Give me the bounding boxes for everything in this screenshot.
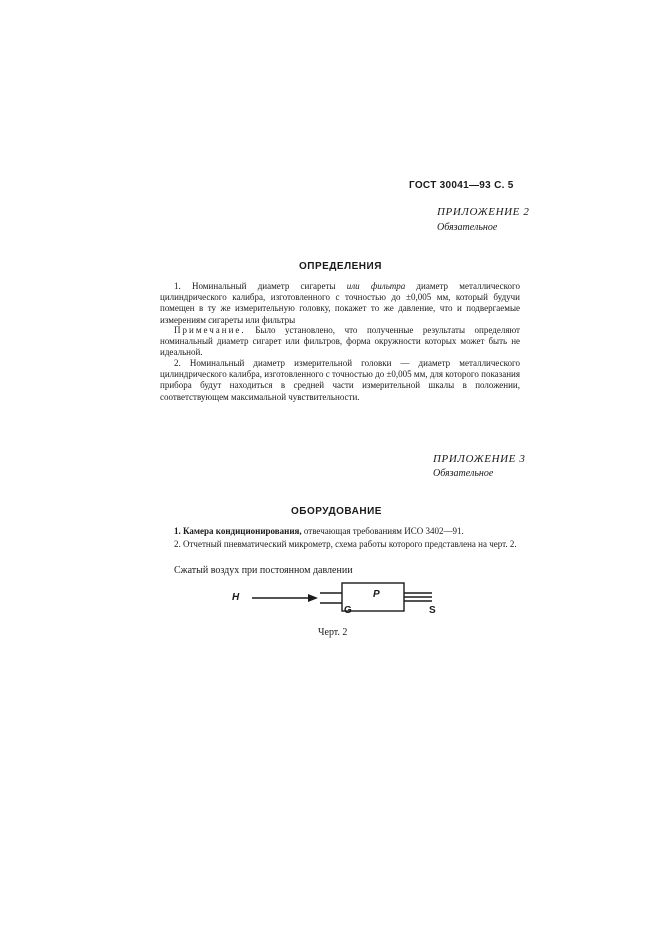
document-header: ГОСТ 30041—93 С. 5 <box>409 180 514 191</box>
appendix-2-title: ПРИЛОЖЕНИЕ 2 <box>437 206 530 218</box>
section-heading-equipment: ОБОРУДОВАНИЕ <box>291 506 382 517</box>
pneumatic-diagram <box>220 578 480 628</box>
definition-note <box>160 325 520 359</box>
label-p: P <box>373 589 380 600</box>
appendix-3-title: ПРИЛОЖЕНИЕ 3 <box>433 453 526 465</box>
appendix-3-status: Обязательное <box>433 468 494 479</box>
figure-caption: Черт. 2 <box>318 627 348 638</box>
equipment-item-1-lead: 1. Камера кондиционирования, <box>174 526 302 536</box>
equipment-item-2: 2. Отчетный пневматический микрометр, схема работы которого представлена на черт. 2. <box>174 539 517 549</box>
appendix-2-status: Обязательное <box>437 222 498 233</box>
definition-1-term: или фильтра <box>346 281 406 291</box>
label-g: G <box>344 605 352 616</box>
definition-1-text: диаметр металлического цилиндрического калибра, изготовленного с точностью до ±0,005 мм, который будучи помещен в ту же измерительную головку, покажет то же давление, что и подвергаемые измерениям сигареты или фильтры <box>160 281 521 325</box>
arrow-head-icon <box>308 594 318 602</box>
equipment-item-1-text: отвечающая требованиям ИСО 3402—91. <box>301 526 464 536</box>
note-label: Примечание. <box>174 325 246 335</box>
definition-paragraph-2: 2. Номинальный диаметр измерительной головки — диаметр металлического цилиндрического калибра, изготовленного с точностью до ±0,005 мм, для которого показания прибора будут находиться в средней части измерительной шкалы в положении, соответствующем максимальной чувствительности. <box>160 358 520 402</box>
label-h: H <box>232 592 240 603</box>
label-s: S <box>429 605 436 616</box>
definition-1-lead: 1. Номинальный диаметр сигареты <box>174 281 347 291</box>
note-text: Было установлено, что полученные результаты определяют номинальный диаметр сигарет или фильтров, форма окружности которых может быть не идеальной. <box>160 325 520 358</box>
diagram-top-caption: Сжатый воздух при постоянном давлении <box>174 565 353 576</box>
section-heading-definitions: ОПРЕДЕЛЕНИЯ <box>299 261 382 272</box>
definition-paragraph-1 <box>160 281 520 326</box>
equipment-item-1 <box>160 526 520 537</box>
